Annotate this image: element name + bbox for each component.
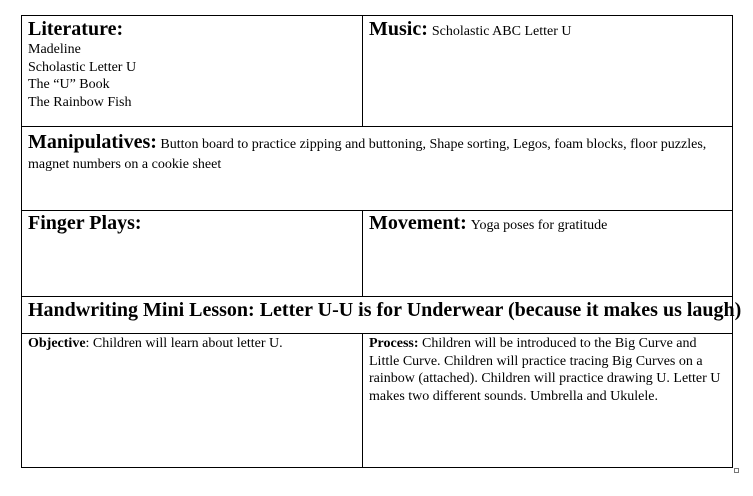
literature-item: Madeline (28, 42, 81, 57)
manipulatives-cell (28, 132, 728, 175)
row-divider (22, 296, 732, 297)
literature-list (28, 41, 358, 111)
column-divider (362, 210, 363, 296)
process-text: Children will be introduced to the Big Curve and Little Curve. Children will practice tracing Big Curves on a rainbow (attached). Children will practice drawing U. Letter U makes two different sounds. Umbrella and Ukulele. (369, 336, 721, 404)
literature-cell (28, 18, 358, 111)
music-text: Scholastic ABC Letter U (431, 24, 572, 39)
process-label: Process: (369, 336, 419, 351)
objective-cell (28, 335, 358, 353)
literature-item: The “U” Book (28, 77, 110, 92)
row-divider (22, 333, 732, 334)
finger-plays-cell (28, 212, 358, 235)
literature-item: Scholastic Letter U (28, 59, 137, 75)
music-cell (369, 18, 729, 41)
process-cell (369, 335, 729, 405)
movement-text: Yoga poses for gratitude (470, 218, 608, 233)
movement-heading: Movement: (369, 212, 467, 234)
row-divider (22, 126, 732, 127)
literature-heading: Literature: (28, 18, 124, 40)
row-divider (22, 210, 732, 211)
music-heading: Music: (369, 18, 428, 40)
literature-item: The Rainbow Fish (28, 94, 132, 110)
lesson-plan-table (21, 15, 742, 468)
column-divider (362, 16, 363, 126)
table-resize-handle[interactable] (734, 468, 739, 473)
column-divider (362, 333, 363, 468)
movement-cell (369, 212, 729, 235)
objective-text: : Children will learn about letter U. (85, 336, 283, 351)
handwriting-cell (28, 299, 742, 322)
manipulatives-text: Button board to practice zipping and buttoning, Shape sorting, Legos, foam blocks, floor puzzles, magnet numbers on a cookie sheet (28, 137, 707, 172)
objective-label: Objective (28, 336, 86, 351)
manipulatives-heading: Manipulatives: (28, 131, 157, 153)
finger-plays-heading: Finger Plays: (28, 212, 142, 234)
handwriting-heading: Handwriting Mini Lesson: Letter U-U is for Underwear (because it makes us laugh) (28, 299, 742, 321)
